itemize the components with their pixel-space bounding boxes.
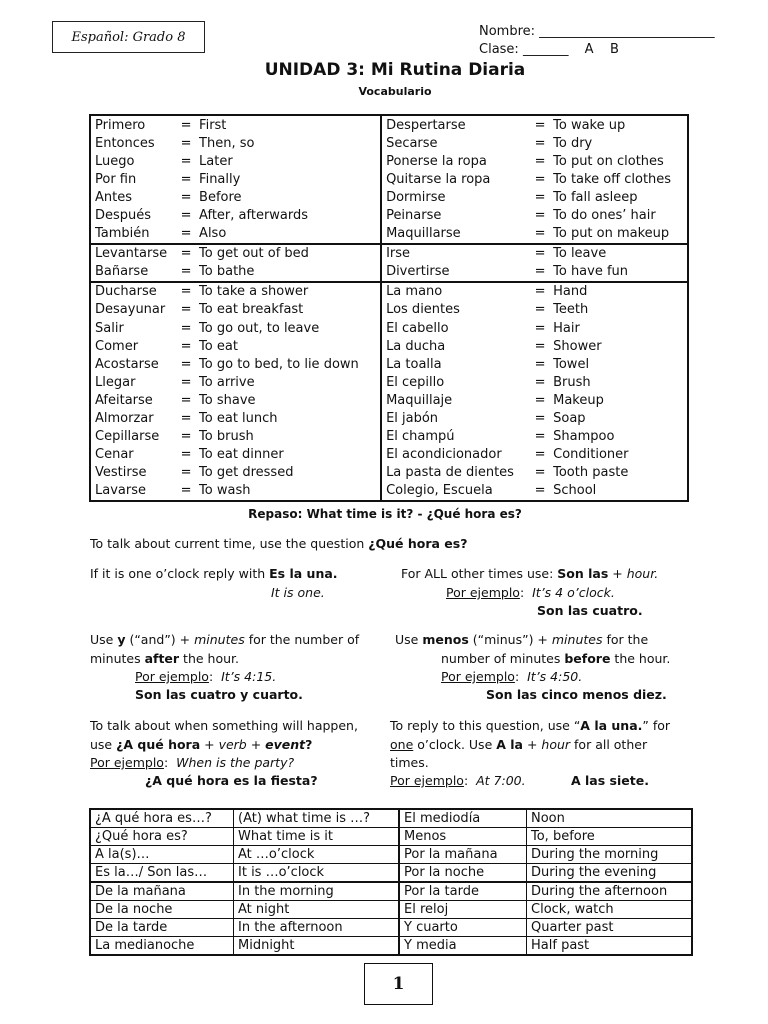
english-term: Later xyxy=(199,153,233,169)
english-phrase: At night xyxy=(234,901,400,919)
after-example xyxy=(135,667,276,686)
english-term: Then, so xyxy=(199,135,255,151)
english-term: To leave xyxy=(549,244,688,263)
when-ex: When is the party? xyxy=(176,755,295,770)
spanish-term: Despertarse xyxy=(381,115,531,134)
other-times-pre: For ALL other times use: xyxy=(401,566,558,581)
english-phrase: During the morning xyxy=(527,846,693,864)
equals-sign: = xyxy=(180,208,192,224)
spanish-term: El jabón xyxy=(381,410,531,428)
other-times-plus: + xyxy=(608,566,627,581)
spanish-term: Comer xyxy=(95,338,139,354)
equals-sign: = xyxy=(534,135,546,151)
vocab-row xyxy=(90,225,688,244)
english-term: To take a shower xyxy=(195,282,381,301)
vocab-row xyxy=(90,482,688,501)
vocab-row xyxy=(90,464,688,482)
vocab-row xyxy=(90,355,688,373)
after-minutes: minutes xyxy=(194,632,245,647)
when-verb: verb xyxy=(218,737,247,752)
when-example xyxy=(90,753,294,772)
reply-line3: times. xyxy=(390,755,429,770)
vocab-row xyxy=(90,188,688,206)
spanish-term: Irse xyxy=(381,244,531,263)
spanish-term: Maquillaje xyxy=(381,391,531,409)
before-use: Use xyxy=(395,632,423,647)
equals-sign: = xyxy=(180,429,192,445)
equals-sign: = xyxy=(534,208,546,224)
english-phrase: Quarter past xyxy=(527,919,693,937)
english-phrase: Noon xyxy=(527,809,693,828)
reply-ej: Por ejemplo xyxy=(390,773,464,788)
when-ej: Por ejemplo xyxy=(90,755,164,770)
reply-line1b: ” for xyxy=(642,718,671,733)
reply-line2a: o’clock. Use xyxy=(413,737,497,752)
english-phrase: Midnight xyxy=(234,937,400,956)
spanish-term: Cepillarse xyxy=(95,429,160,445)
equals-sign: = xyxy=(180,356,192,372)
other-times-ej: Por ejemplo xyxy=(446,585,520,600)
english-term: To eat xyxy=(199,338,238,354)
vocab-row xyxy=(90,282,688,301)
english-term: Makeup xyxy=(553,392,604,408)
equals-sign: = xyxy=(534,392,546,408)
english-term: To shave xyxy=(199,392,256,408)
vocab-row xyxy=(90,373,688,391)
spanish-term: El acondicionador xyxy=(381,446,531,464)
english-term: Soap xyxy=(553,411,586,427)
spanish-term: Divertirse xyxy=(381,263,531,282)
spanish-phrase: La medianoche xyxy=(90,937,234,956)
before-minus: (“minus”) + xyxy=(468,632,552,647)
vocab-row xyxy=(90,152,688,170)
english-term: To have fun xyxy=(553,264,629,280)
spanish-term: Quitarse la ropa xyxy=(381,170,531,188)
colon: : xyxy=(463,773,477,788)
equals-sign: = xyxy=(534,320,546,336)
english-term: To dry xyxy=(553,135,593,151)
one-oclock-answer: Es la una. xyxy=(269,566,338,581)
after-ex: It’s 4:15. xyxy=(221,669,277,684)
english-term: To brush xyxy=(199,429,254,445)
name-field-label: Nombre: ___________________________ xyxy=(479,24,715,39)
equals-sign: = xyxy=(534,117,546,133)
spanish-term: Primero xyxy=(95,117,146,133)
when-line2 xyxy=(90,735,312,754)
when-plus2: + xyxy=(246,737,266,752)
when-event: event xyxy=(265,737,306,752)
spanish-term: El cepillo xyxy=(381,373,531,391)
equals-sign: = xyxy=(180,264,192,280)
equals-sign: = xyxy=(180,465,192,481)
equals-sign: = xyxy=(534,171,546,187)
when-answer: ¿A qué hora es la fiesta? xyxy=(145,773,318,788)
spanish-phrase: Menos xyxy=(399,828,527,846)
spanish-term: Secarse xyxy=(381,134,531,152)
english-term: Hair xyxy=(553,320,580,336)
spanish-phrase: De la tarde xyxy=(90,919,234,937)
after-ej: Por ejemplo xyxy=(135,669,209,684)
after-answer: Son las cuatro y cuarto. xyxy=(135,687,303,702)
before-bold: before xyxy=(564,651,611,666)
equals-sign: = xyxy=(531,244,549,263)
after-rest: for the number of xyxy=(244,632,360,647)
class-field-label xyxy=(479,42,619,57)
english-term: Shampoo xyxy=(553,429,615,445)
spanish-term: Bañarse xyxy=(95,264,149,280)
time-phrases-table xyxy=(89,808,693,956)
equals-sign: = xyxy=(534,483,546,499)
before-line2b: the hour. xyxy=(610,651,671,666)
english-term: To bathe xyxy=(199,264,255,280)
english-term: To put on makeup xyxy=(553,226,670,242)
reply-answer: A las siete. xyxy=(571,773,649,788)
equals-sign: = xyxy=(180,447,192,463)
class-label: Clase: _______ xyxy=(479,42,569,57)
spanish-term: Entonces xyxy=(95,135,155,151)
page-number: 1 xyxy=(364,963,433,1005)
vocab-row xyxy=(90,206,688,224)
current-time-text xyxy=(90,534,467,553)
equals-sign: = xyxy=(534,226,546,242)
after-y: y xyxy=(117,632,126,647)
equals-sign: = xyxy=(534,189,546,205)
vocab-row xyxy=(90,170,688,188)
english-phrase: It is …o’clock xyxy=(234,864,400,883)
one-oclock-example: It is one. xyxy=(271,585,325,600)
before-text-line1 xyxy=(395,630,648,649)
equals-sign: = xyxy=(534,338,546,354)
english-term: Hand xyxy=(549,282,688,301)
english-term: Towel xyxy=(553,356,590,372)
one-oclock-text xyxy=(90,564,338,583)
equals-sign: = xyxy=(177,244,195,263)
english-term: Teeth xyxy=(553,302,589,318)
spanish-term: Afeitarse xyxy=(95,392,153,408)
reply-one: one xyxy=(390,737,414,752)
before-menos: menos xyxy=(422,632,469,647)
reply-line2b: for all other xyxy=(570,737,648,752)
equals-sign: = xyxy=(180,411,192,427)
reply-line2 xyxy=(390,735,647,754)
vocabulary-table xyxy=(89,114,689,502)
other-times-answer: Son las cuatro. xyxy=(537,603,643,618)
before-line2a: number of minutes xyxy=(441,651,565,666)
spanish-term: Dormirse xyxy=(381,188,531,206)
equals-sign: = xyxy=(180,302,192,318)
vocab-row xyxy=(90,337,688,355)
after-line2b: the hour. xyxy=(179,651,239,666)
page-subtitle: Vocabulario xyxy=(358,85,432,98)
equals-sign: = xyxy=(180,338,192,354)
other-times-hour: hour. xyxy=(626,566,659,581)
spanish-term: Maquillarse xyxy=(381,225,531,244)
english-term: To wake up xyxy=(553,117,626,133)
english-phrase: In the morning xyxy=(234,882,400,901)
english-term: To put on clothes xyxy=(553,153,664,169)
page-title: UNIDAD 3: Mi Rutina Diaria xyxy=(264,60,526,80)
phrase-row xyxy=(90,864,692,883)
when-line1: To talk about when something will happen, xyxy=(90,718,358,733)
equals-sign: = xyxy=(180,153,192,169)
english-term: To do ones’ hair xyxy=(553,208,656,224)
spanish-phrase: Y cuarto xyxy=(399,919,527,937)
spanish-phrase: De la noche xyxy=(90,901,234,919)
colon: : xyxy=(514,669,528,684)
equals-sign: = xyxy=(180,189,192,205)
english-phrase: During the afternoon xyxy=(527,882,693,901)
english-term: To fall asleep xyxy=(553,189,638,205)
english-term: To take off clothes xyxy=(553,171,672,187)
english-term: To go out, to leave xyxy=(199,320,320,336)
equals-sign: = xyxy=(534,447,546,463)
reply-example xyxy=(390,771,526,790)
english-term: Finally xyxy=(199,171,241,187)
spanish-term: Desayunar xyxy=(95,302,166,318)
spanish-term: Lavarse xyxy=(95,483,146,499)
vocab-row xyxy=(90,446,688,464)
spanish-term: Los dientes xyxy=(381,301,531,319)
english-term: To wash xyxy=(199,483,251,499)
english-term: To eat dinner xyxy=(199,447,284,463)
spanish-term: Salir xyxy=(95,320,124,336)
spanish-term: El champú xyxy=(381,428,531,446)
english-term: To eat breakfast xyxy=(199,302,304,318)
english-term: Tooth paste xyxy=(553,465,629,481)
equals-sign: = xyxy=(180,226,192,242)
english-term: To get dressed xyxy=(199,465,294,481)
spanish-phrase: Es la…/ Son las… xyxy=(90,864,234,883)
equals-sign: = xyxy=(534,429,546,445)
phrase-row xyxy=(90,809,692,828)
spanish-term: Vestirse xyxy=(95,465,147,481)
spanish-term: Almorzar xyxy=(95,411,154,427)
vocab-row xyxy=(90,410,688,428)
spanish-term: Acostarse xyxy=(95,356,159,372)
english-phrase: At …o’clock xyxy=(234,846,400,864)
when-use: use xyxy=(90,737,117,752)
phrase-row xyxy=(90,882,692,901)
english-term: Conditioner xyxy=(553,447,629,463)
reply-a-la: A la xyxy=(496,737,523,752)
when-plus1: + xyxy=(200,737,219,752)
spanish-phrase: Y media xyxy=(399,937,527,956)
english-term: Before xyxy=(199,189,242,205)
equals-sign: = xyxy=(180,483,192,499)
grade-label: Español: Grado 8 xyxy=(52,21,205,53)
spanish-term: La ducha xyxy=(381,337,531,355)
spanish-term: Antes xyxy=(95,189,133,205)
vocab-row xyxy=(90,301,688,319)
spanish-phrase: El reloj xyxy=(399,901,527,919)
after-text-line1 xyxy=(90,630,359,649)
one-oclock-pre: If it is one o’clock reply with xyxy=(90,566,270,581)
spanish-phrase: ¿A qué hora es…? xyxy=(90,809,234,828)
reply-plus: + xyxy=(523,737,542,752)
other-times-text xyxy=(401,564,658,583)
equals-sign: = xyxy=(177,282,195,301)
other-times-ex: It’s 4 o’clock. xyxy=(532,585,615,600)
equals-sign: = xyxy=(534,411,546,427)
vocab-row xyxy=(90,391,688,409)
vocab-row xyxy=(90,134,688,152)
colon: : xyxy=(208,669,222,684)
spanish-phrase: Por la mañana xyxy=(399,846,527,864)
reply-ex: At 7:00. xyxy=(476,773,526,788)
after-text-line2 xyxy=(90,649,239,668)
english-phrase: To, before xyxy=(527,828,693,846)
english-term: To eat lunch xyxy=(199,411,278,427)
phrase-row xyxy=(90,828,692,846)
english-phrase: Clock, watch xyxy=(527,901,693,919)
spanish-phrase: De la mañana xyxy=(90,882,234,901)
equals-sign: = xyxy=(534,465,546,481)
english-phrase: (At) what time is …? xyxy=(234,809,400,828)
equals-sign: = xyxy=(534,153,546,169)
spanish-term: Ponerse la ropa xyxy=(381,152,531,170)
equals-sign: = xyxy=(180,374,192,390)
vocab-row xyxy=(90,263,688,282)
english-phrase: In the afternoon xyxy=(234,919,400,937)
before-text-line2 xyxy=(441,649,670,668)
english-term: To arrive xyxy=(199,374,255,390)
equals-sign: = xyxy=(180,171,192,187)
spanish-term: El cabello xyxy=(381,319,531,337)
phrase-row xyxy=(90,937,692,956)
current-time-pre: To talk about current time, use the question xyxy=(90,536,369,551)
equals-sign: = xyxy=(534,264,546,280)
phrase-row xyxy=(90,919,692,937)
spanish-term: Levantarse xyxy=(90,244,177,263)
vocab-row xyxy=(90,244,688,263)
equals-sign: = xyxy=(180,135,192,151)
colon: : xyxy=(519,585,533,600)
vocab-row xyxy=(90,428,688,446)
equals-sign: = xyxy=(534,356,546,372)
spanish-term: Llegar xyxy=(95,374,136,390)
after-line2a: minutes xyxy=(90,651,145,666)
spanish-phrase: Por la noche xyxy=(399,864,527,883)
english-term: To get out of bed xyxy=(195,244,381,263)
before-answer: Son las cinco menos diez. xyxy=(486,687,667,702)
equals-sign: = xyxy=(534,374,546,390)
before-example xyxy=(441,667,582,686)
reply-line1 xyxy=(390,716,670,735)
spanish-term: Colegio, Escuela xyxy=(381,482,531,501)
when-question: ¿A qué hora xyxy=(116,737,201,752)
before-minutes: minutes xyxy=(551,632,603,647)
vocab-row xyxy=(90,115,688,134)
before-ex: It’s 4:50. xyxy=(527,669,583,684)
equals-sign: = xyxy=(180,320,192,336)
after-use: Use xyxy=(90,632,118,647)
spanish-term: La toalla xyxy=(381,355,531,373)
equals-sign: = xyxy=(180,117,192,133)
when-qm: ? xyxy=(305,737,313,752)
spanish-term: Por fin xyxy=(95,171,137,187)
english-phrase: What time is it xyxy=(234,828,400,846)
other-times-example xyxy=(446,583,615,602)
before-rest: for the xyxy=(602,632,649,647)
english-term: First xyxy=(199,117,227,133)
reply-a-la-una: A la una. xyxy=(580,718,643,733)
english-term: To go to bed, to lie down xyxy=(199,356,359,372)
spanish-term: También xyxy=(95,226,150,242)
equals-sign: = xyxy=(531,282,549,301)
class-options: A B xyxy=(584,42,619,57)
reply-line1a: To reply to this question, use “ xyxy=(390,718,581,733)
equals-sign: = xyxy=(534,302,546,318)
after-and: (“and”) + xyxy=(125,632,195,647)
current-time-question: ¿Qué hora es? xyxy=(368,536,468,551)
spanish-term: Cenar xyxy=(95,447,134,463)
english-term: Brush xyxy=(553,374,591,390)
english-term: School xyxy=(553,483,597,499)
other-times-son-las: Son las xyxy=(557,566,609,581)
spanish-term: Peinarse xyxy=(381,206,531,224)
spanish-term: La pasta de dientes xyxy=(381,464,531,482)
spanish-phrase: Por la tarde xyxy=(399,882,527,901)
spanish-phrase: El mediodía xyxy=(399,809,527,828)
phrase-row xyxy=(90,901,692,919)
english-phrase: During the evening xyxy=(527,864,693,883)
repaso-heading: Repaso: What time is it? - ¿Qué hora es? xyxy=(248,507,522,521)
spanish-term: Ducharse xyxy=(90,282,177,301)
english-phrase: Half past xyxy=(527,937,693,956)
before-ej: Por ejemplo xyxy=(441,669,515,684)
spanish-term: Luego xyxy=(95,153,135,169)
colon: : xyxy=(163,755,177,770)
english-term: Shower xyxy=(553,338,602,354)
spanish-phrase: ¿Qué hora es? xyxy=(90,828,234,846)
vocab-row xyxy=(90,319,688,337)
equals-sign: = xyxy=(180,392,192,408)
spanish-term: La mano xyxy=(381,282,531,301)
english-term: After, afterwards xyxy=(199,208,309,224)
spanish-phrase: A la(s)… xyxy=(90,846,234,864)
phrase-row xyxy=(90,846,692,864)
english-term: Also xyxy=(199,226,227,242)
spanish-term: Después xyxy=(95,208,152,224)
reply-hour: hour xyxy=(541,737,571,752)
after-bold: after xyxy=(144,651,180,666)
